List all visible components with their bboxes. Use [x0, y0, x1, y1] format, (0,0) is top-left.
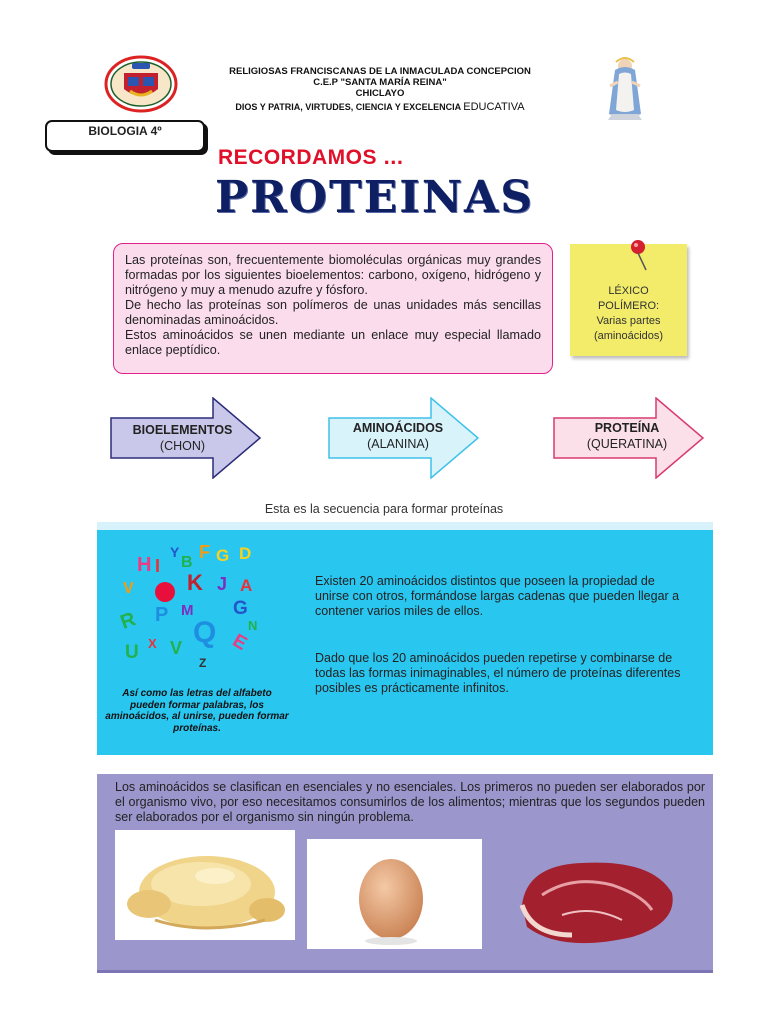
sequence-arrow-proteina — [553, 397, 705, 479]
sequence-title-2: AMINOÁCIDOS — [352, 421, 444, 435]
motto-main: DIOS Y PATRIA, VIRTUDES, CIENCIA Y EXCELENCIA — [235, 102, 464, 112]
recordamos-text: RECORDAMOS — [218, 146, 378, 169]
letter: J — [217, 574, 228, 594]
letter: X — [148, 636, 157, 651]
letter: V — [123, 580, 134, 597]
lexico-term: POLÍMERO: — [597, 300, 660, 312]
sequence-arrow-aminoacidos — [328, 397, 480, 479]
letter: M — [181, 602, 194, 619]
alphabet-caption: Así como las letras del alfabeto pueden formar palabras, los aminoácidos, al unirse, pueden formar proteínas. — [105, 688, 289, 734]
letter: Q — [193, 616, 217, 649]
header-line-2: C.E.P "SANTA MARÍA REINA" — [313, 77, 447, 88]
letter: R — [117, 608, 139, 634]
definition-paragraph-1: Las proteínas son, frecuentemente biomoléculas orgánicas muy grandes formadas por los siguientes bioelementos: carbono, oxígeno, hidrógeno y nitrógeno y muy a menudo azufre y fósforo. — [125, 253, 541, 297]
letter: B — [181, 554, 193, 571]
letter: G — [233, 598, 248, 619]
sequence-subtitle-1: (CHON) — [159, 439, 206, 453]
sequence-subtitle-2: (ALANINA) — [367, 437, 429, 451]
blue-panel-top-strip — [97, 522, 713, 530]
letter: E — [228, 630, 251, 655]
course-label: BIOLOGIA 4º — [45, 120, 205, 152]
sequence-arrow-bioelementos — [110, 397, 262, 479]
egg-image — [307, 839, 482, 949]
letter: A — [240, 576, 253, 595]
virgin-mary-figure — [600, 56, 650, 122]
school-motto — [180, 101, 580, 113]
alphabet-letters-illustration — [115, 540, 285, 680]
sequence-title-1: BIOELEMENTOS — [132, 423, 233, 437]
header-line-1: RELIGIOSAS FRANCISCANAS DE LA INMACULADA CONCEPCION — [229, 66, 531, 77]
lexico-title: LÉXICO — [608, 285, 649, 297]
motto-last: EDUCATIVA — [463, 101, 525, 113]
letter: Z — [199, 656, 207, 670]
letter: G — [216, 546, 230, 565]
sequence-caption: Esta es la secuencia para formar proteínas — [264, 502, 504, 516]
arrow-shape-1 — [111, 398, 260, 478]
letter: N — [248, 618, 258, 633]
letter: V — [170, 638, 183, 658]
chicken-image — [115, 830, 295, 940]
sequence-subtitle-3: (QUERATINA) — [586, 437, 668, 451]
header-line-3: CHICLAYO — [355, 88, 405, 99]
letter: U — [125, 642, 139, 663]
letter: D — [239, 544, 252, 563]
definition-paragraph-3: Estos aminoácidos se unen mediante un enlace muy especial llamado enlace peptídico. — [125, 328, 541, 357]
push-pin-icon — [624, 238, 650, 278]
classification-text: Los aminoácidos se clasifican en esenciales y no esenciales. Los primeros no pueden ser elaborados por el organismo vivo, por eso necesitamos consumirlos de los alimentos; mientras que los segundos pueden ser elaborados por el organismo sin ningún problema. — [115, 780, 705, 824]
lexico-meaning: Varias partes — [596, 315, 661, 327]
definition-paragraph-2: De hecho las proteínas son polímeros de unas unidades más sencillas denominadas aminoácidos. — [125, 298, 541, 327]
letter: F — [199, 542, 210, 562]
definition-box — [113, 243, 553, 374]
school-logo — [104, 55, 178, 113]
recordamos-dots: ... — [377, 144, 404, 169]
circle-dot-icon — [155, 582, 175, 602]
letter: P — [155, 604, 169, 626]
amino-info-paragraph-1: Existen 20 aminoácidos distintos que poseen la propiedad de unirse con otros, formándose largas cadenas que pueden llegar a contener varios miles de ellos. — [315, 574, 680, 618]
letter: K — [187, 570, 203, 595]
letter: I — [155, 556, 161, 576]
lexico-example: (aminoácidos) — [593, 330, 664, 342]
letter: H — [137, 554, 152, 576]
amino-info-paragraph-2: Dado que los 20 aminoácidos pueden repetirse y combinarse de todas las formas inimaginables, el número de proteínas diferentes posibles es prácticamente infinitos. — [315, 651, 681, 695]
sequence-title-3: PROTEÍNA — [594, 421, 660, 435]
beef-image — [512, 845, 682, 945]
page-title: PROTEINAS — [215, 172, 534, 223]
letter: Y — [170, 544, 180, 560]
recordamos-heading — [218, 144, 403, 170]
